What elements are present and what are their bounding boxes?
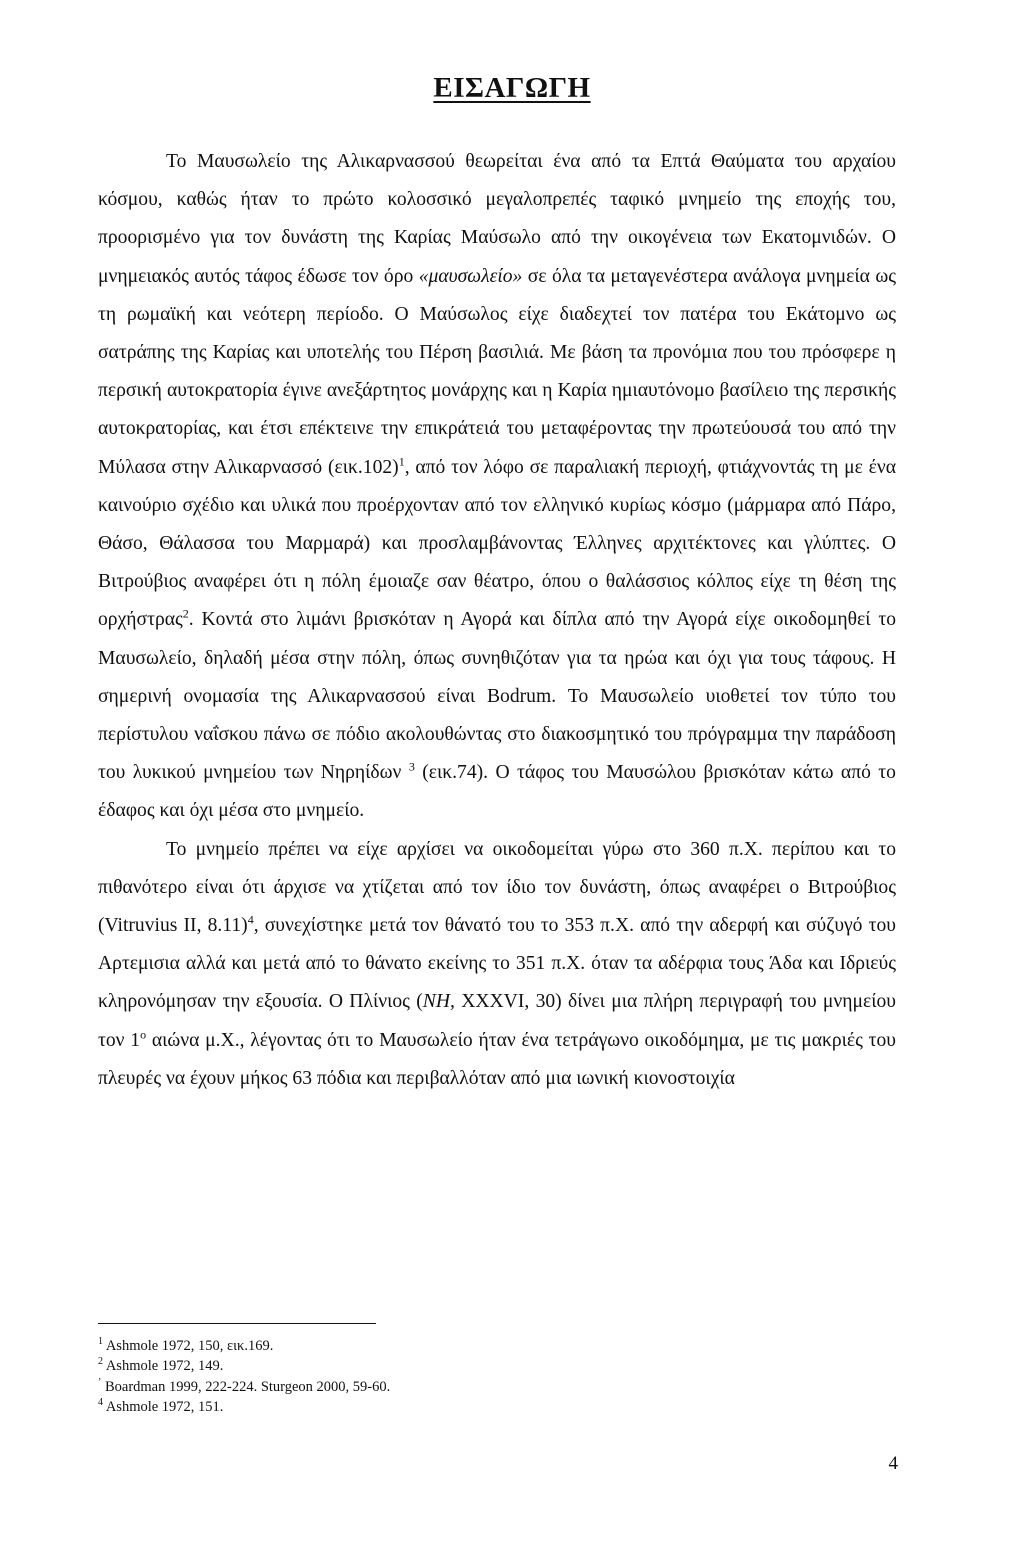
footnote-2	[98, 1356, 390, 1376]
italic-abbrev: NH,	[422, 991, 455, 1013]
paragraph-1	[98, 143, 896, 831]
footnote-4	[98, 1397, 390, 1417]
footnote-ref-1: 1	[398, 454, 405, 469]
page-number: 4	[888, 1453, 898, 1474]
footnotes	[98, 1336, 390, 1418]
paragraph-2	[98, 831, 896, 1098]
text-run: αιώνα μ.Χ., λέγοντας ότι το Μαυσωλείο ήταν ένα τετράγωνο οικοδόμημα, με τις μακριές του πλευρές να έχουν μήκος 63 πόδια και περιβαλλόταν από μια ιωνική κιονοστοιχία	[98, 1029, 896, 1089]
text-run: , από τον λόφο σε παραλιακή περιοχή, φτιάχνοντάς τη με ένα καινούριο σχέδιο και υλικά που προέρχονταν από τον ελληνικό κυρίως κόσμο (μάρμαρα από Πάρο, Θάσο, Θάλασσα του Μαρμαρά) και προσλαμβάνοντας Έλληνες αρχιτέκτονες και γλύπτες. Ο Βιτρούβιος αναφέρει ότι η πόλη έμοιαζε σαν θέατρο, όπου ο θαλάσσιος κόλπος είχε τη θέση της ορχήστρας	[98, 456, 897, 631]
footnote-mark: 4	[98, 1397, 103, 1409]
footnote-text: Ashmole 1972, 149.	[103, 1358, 224, 1375]
footnote-mark: ’	[98, 1376, 102, 1388]
text-run: . Κοντά στο λιμάνι βρισκόταν η Αγορά και δίπλα από την Αγορά είχε οικοδομηθεί το Μαυσωλείο, δηλαδή μέσα στην πόλη, όπως συνηθιζόταν για τα ηρώα και όχι για τους τάφους. Η σημερινή ονομασία της Αλικαρνασσού είναι Bodrum. Το Μαυσωλείο υιοθετεί τον τύπο του περίστυλου ναΐσκου πάνω σε πόδιο ακολουθώντας στο διακοσμητικό του πρόγραμμα την παράδοση του λυκικού μνημείου των Νηρηίδων	[98, 609, 896, 784]
text-run: σε όλα τα μεταγενέστερα ανάλογα μνημεία ως τη ρωμαϊκή και νεότερη περίοδο. Ο Μαύσωλος είχε διαδεχτεί τον πατέρα του Εκάτομνο ως σατράπης της Καρίας και υποτελής του Πέρση βασιλιά. Με βάση τα προνόμια που του πρόσφερε η περσική αυτοκρατορία έγινε ανεξάρτητος μονάρχης και η Καρία ημιαυτόνομο βασίλειο της περσικής αυτοκρατορίας, και έτσι επέκτεινε την επικράτειά του μεταφέροντας την πρωτεύουσά του από την Μύλασα στην Αλικαρνασσό (εικ.102)	[98, 265, 896, 478]
page-title: ΕΙΣΑΓΩΓΗ	[433, 72, 591, 104]
footnote-ref-4: 4	[247, 912, 254, 927]
italic-term: «μαυσωλείο»	[418, 265, 523, 287]
text-run: XXXVI, 30) δίνει μια πλήρη περιγραφή του μνημείου τον 1	[98, 991, 897, 1051]
ordinal-superscript: ο	[140, 1027, 147, 1042]
text-run: Το Μαυσωλείο της Αλικαρνασσού θεωρείται ένα από τα Επτά Θαύματα του αρχαίου κόσμου, καθώς ήταν το πρώτο κολοσσικό μεγαλοπρεπές ταφικό μνημείο της εποχής του, προορισμένο για τον δυνάστη της Καρίας Μαύσωλο από την οικογένεια των Εκατομνιδών. Ο μνημειακός αυτός τάφος έδωσε τον όρο	[98, 151, 896, 287]
text-run: Το μνημείο πρέπει να είχε αρχίσει να οικοδομείται γύρω στο 360 π.Χ. περίπου και το πιθανότερο είναι ότι άρχισε να χτίζεται από τον ίδιο τον δυνάστη, όπως αναφέρει ο Βιτρούβιος (Vitruvius II, 8.11)	[98, 838, 896, 937]
footnote-3	[98, 1377, 390, 1397]
footnote-divider	[98, 1323, 376, 1324]
footnote-mark: 1	[98, 1336, 103, 1348]
footnote-ref-3: 3	[408, 759, 415, 774]
footnote-1	[98, 1336, 390, 1356]
body-text	[98, 143, 896, 1098]
footnote-text: Ashmole 1972, 150, εικ.169.	[103, 1338, 274, 1354]
footnote-text: Boardman 1999, 222-224. Sturgeon 2000, 59-60.	[101, 1378, 391, 1395]
footnote-ref-2: 2	[182, 606, 189, 621]
footnote-mark: 2	[98, 1356, 103, 1368]
text-run: , συνεχίστηκε μετά τον θάνατό του το 353 π.Χ. από την αδερφή και σύζυγό του Αρτεμισια αλλά και μετά από το θάνατο εκείνης το 351 π.Χ. όταν τα αδέρφια τους Άδα και Ιδριεύς κληρονόμησαν την εξουσία. Ο Πλίνιος (	[98, 915, 896, 1013]
footnote-text: Ashmole 1972, 151.	[103, 1399, 224, 1416]
text-run: (εικ.74). Ο τάφος του Μαυσώλου βρισκόταν κάτω από το έδαφος και όχι μέσα στο μνημείο.	[98, 762, 896, 822]
